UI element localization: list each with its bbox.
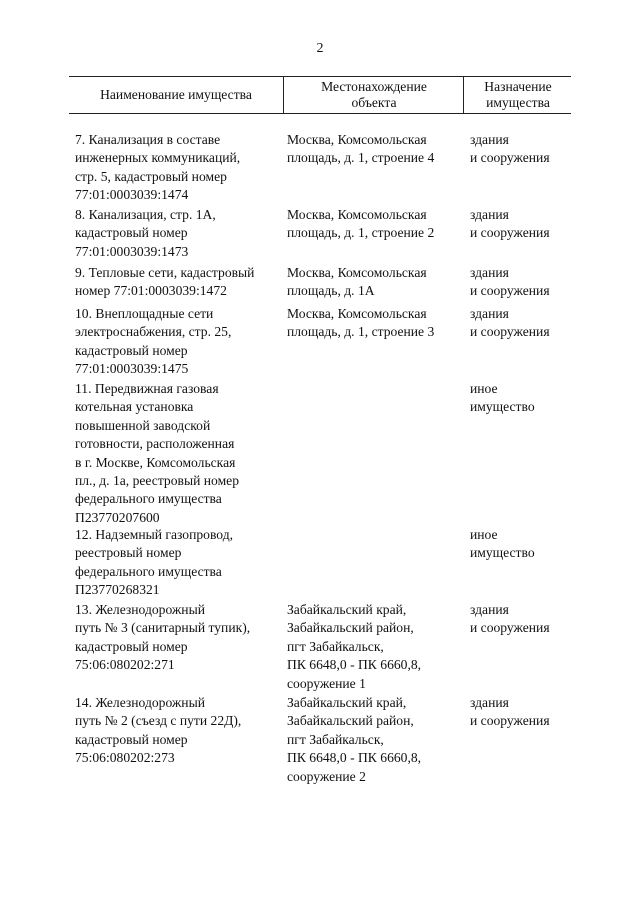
- cell-purpose: здания и сооружения: [470, 132, 550, 166]
- cell-name: 10. Внеплощадные сети электроснабжения, стр. 25, кадастровый номер 77:01:0003039:1475: [75, 306, 232, 377]
- cell-location: Москва, Комсомольская площадь, д. 1А: [287, 265, 427, 299]
- cell-name: 13. Железнодорожный путь № 3 (санитарный тупик), кадастровый номер 75:06:080202:271: [75, 602, 251, 673]
- cell-name: 8. Канализация, стр. 1А, кадастровый номер 77:01:0003039:1473: [75, 207, 216, 259]
- cell-purpose: иное имущество: [470, 527, 535, 561]
- cell-purpose: иное имущество: [470, 381, 535, 415]
- cell-purpose: здания и сооружения: [470, 306, 550, 340]
- table-header: [69, 76, 571, 114]
- cell-location: Москва, Комсомольская площадь, д. 1, строение 3: [287, 306, 435, 340]
- cell-location: Москва, Комсомольская площадь, д. 1, строение 4: [287, 132, 435, 166]
- cell-name: 12. Надземный газопровод, реестровый номер федерального имущества П23770268321: [75, 527, 234, 598]
- cell-name: 7. Канализация в составе инженерных коммуникаций, стр. 5, кадастровый номер 77:01:0003039:1474: [75, 132, 241, 203]
- cell-purpose: здания и сооружения: [470, 602, 550, 636]
- page-number: 2: [316, 41, 324, 56]
- cell-location: Забайкальский край, Забайкальский район, пгт Забайкальск, ПК 6648,0 - ПК 6660,8, сооружение 1: [287, 602, 422, 691]
- cell-name: 14. Железнодорожный путь № 2 (съезд с пути 22Д), кадастровый номер 75:06:080202:273: [75, 695, 242, 766]
- header-purpose: [463, 77, 572, 113]
- header-name-label: Наименование имущества: [100, 87, 252, 102]
- cell-purpose: здания и сооружения: [470, 265, 550, 299]
- cell-purpose: здания и сооружения: [470, 207, 550, 241]
- cell-location: Москва, Комсомольская площадь, д. 1, строение 2: [287, 207, 435, 241]
- header-name: [69, 77, 283, 113]
- header-location-label: Местонахождение объекта: [321, 79, 427, 110]
- cell-name: 9. Тепловые сети, кадастровый номер 77:01:0003039:1472: [75, 265, 255, 299]
- header-location: [283, 77, 464, 113]
- cell-name: 11. Передвижная газовая котельная установка повышенной заводской готовности, расположенная в г. Москве, Комсомольская пл., д. 1а, реестровый номер федерального имущества П23770207600: [75, 381, 240, 525]
- cell-purpose: здания и сооружения: [470, 695, 550, 729]
- cell-location: Забайкальский край, Забайкальский район, пгт Забайкальск, ПК 6648,0 - ПК 6660,8, сооружение 2: [287, 695, 422, 784]
- header-purpose-label: Назначение имущества: [484, 79, 552, 110]
